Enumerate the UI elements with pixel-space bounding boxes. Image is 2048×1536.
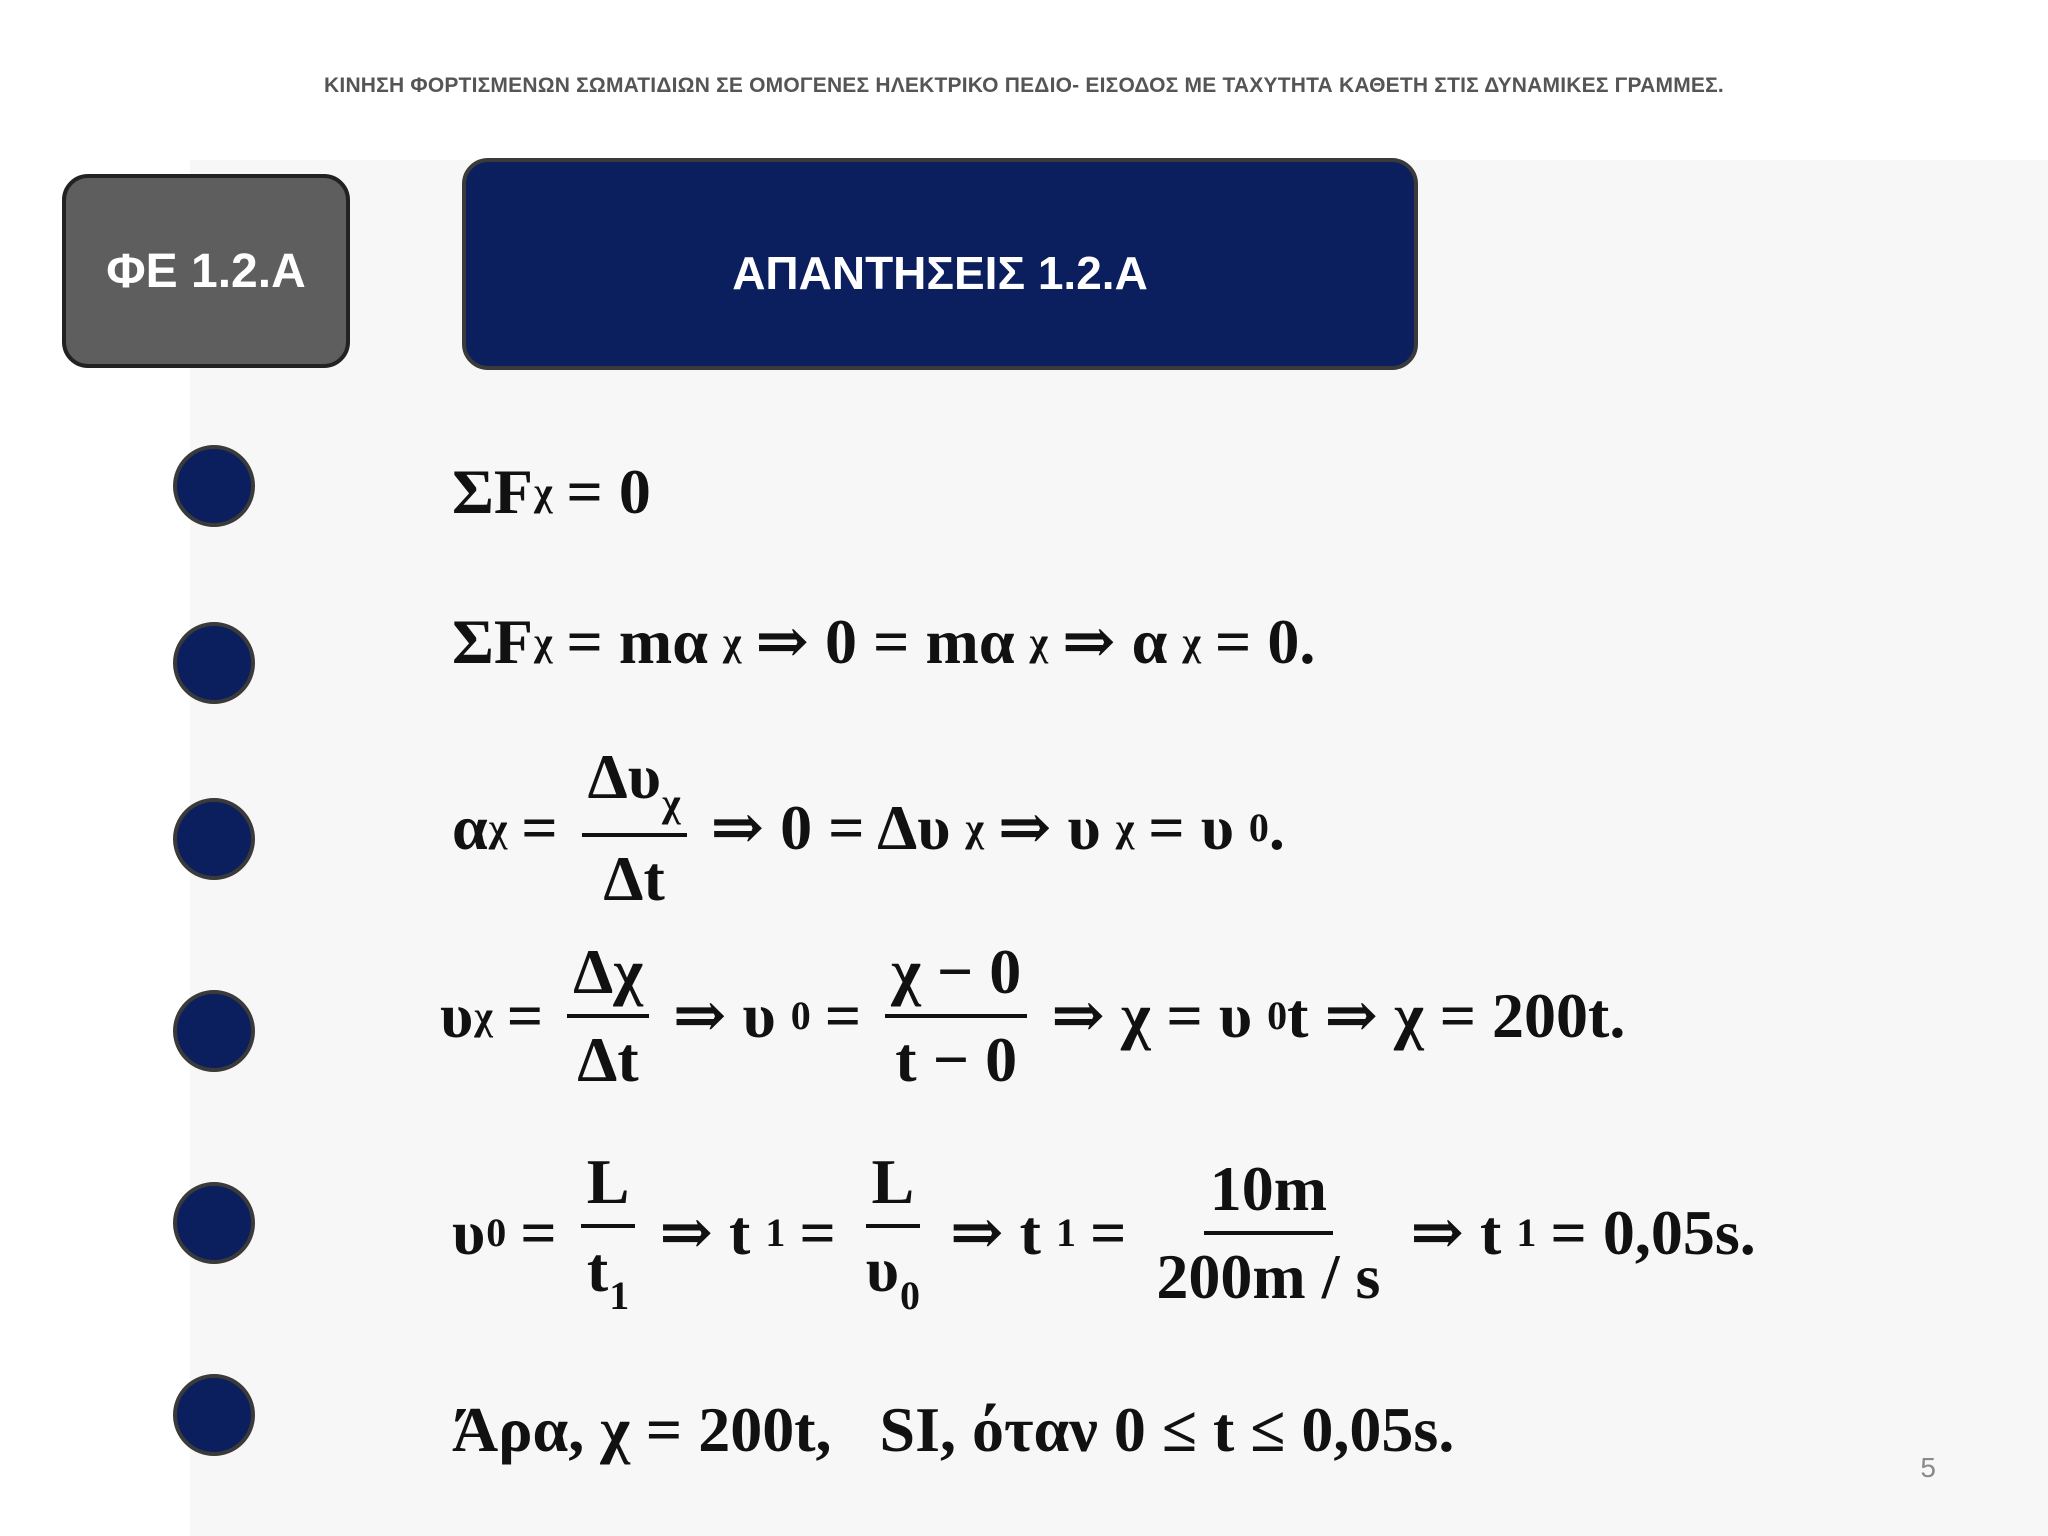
eq5-part: = xyxy=(799,1197,836,1268)
eq3-part: . xyxy=(1268,792,1285,863)
bullet-2 xyxy=(173,622,255,704)
eq3-sub: χ xyxy=(965,805,984,850)
worksheet-tag xyxy=(62,174,350,368)
eq2-part: = mα xyxy=(566,606,708,677)
eq4-part: t ⇒ χ = 200t. xyxy=(1287,980,1626,1051)
eq4-numerator-2: χ − 0 xyxy=(885,940,1027,1018)
eq1-lhs: ΣF xyxy=(452,456,533,527)
eq4-part: ⇒ υ xyxy=(672,980,776,1051)
eq3-part: = υ xyxy=(1148,792,1234,863)
eq2-part: ⇒ α xyxy=(1062,606,1168,677)
eq3-part: ⇒ 0 = Δυ xyxy=(710,792,951,863)
eq3-part: α xyxy=(452,792,488,863)
answers-title-label: ΑΠΑΝΤΗΣΕΙΣ 1.2.Α xyxy=(732,247,1148,299)
eq5-sub: 0 xyxy=(486,1210,507,1255)
eq4-sub: χ xyxy=(474,993,493,1038)
eq6-text: Άρα, χ = 200t, SI, όταν 0 ≤ t ≤ 0,05s. xyxy=(452,1394,1455,1465)
eq5-denominator-2 xyxy=(860,1228,926,1316)
eq5-part: = 0,05s. xyxy=(1550,1197,1756,1268)
eq4-denominator-2: t − 0 xyxy=(895,1024,1018,1095)
eq3-denominator: Δt xyxy=(603,843,665,914)
bullet-1 xyxy=(173,445,255,527)
eq5-fraction-3 xyxy=(1150,1153,1386,1312)
eq5-part: ⇒ t xyxy=(1410,1197,1502,1268)
eq5-den2-text: υ xyxy=(865,1234,899,1305)
eq3-sub: χ xyxy=(488,805,508,850)
eq3-sub: χ xyxy=(1115,805,1135,850)
eq1-rest: = 0 xyxy=(566,456,651,527)
eq2-sub: χ xyxy=(722,619,742,664)
equation-6 xyxy=(452,1394,1455,1465)
eq5-part: ⇒ t xyxy=(950,1197,1041,1268)
eq2-part: ΣF xyxy=(452,606,533,677)
eq4-part: ⇒ χ = υ xyxy=(1051,980,1253,1051)
eq3-num-text: Δυ xyxy=(587,741,662,812)
eq2-sub: χ xyxy=(1029,619,1049,664)
equation-2 xyxy=(452,606,1329,677)
bullet-5 xyxy=(173,1182,255,1264)
eq5-denominator-3: 200m / s xyxy=(1156,1241,1381,1312)
worksheet-tag-label: ΦΕ 1.2.Α xyxy=(106,244,306,298)
bullet-4 xyxy=(173,990,255,1072)
bullet-3 xyxy=(173,798,255,880)
eq5-numerator-3: 10m xyxy=(1204,1157,1333,1235)
page-number: 5 xyxy=(1920,1452,1936,1483)
eq4-sub: 0 xyxy=(790,993,811,1038)
eq5-denominator-1 xyxy=(581,1228,635,1316)
eq3-part: ⇒ υ xyxy=(997,792,1101,863)
eq3-part: = xyxy=(521,792,558,863)
eq1-sub: χ xyxy=(533,469,553,514)
eq5-part: ⇒ t xyxy=(659,1197,751,1268)
eq3-numerator xyxy=(582,741,687,837)
eq5-sub: 1 xyxy=(765,1210,786,1255)
eq2-part: ⇒ 0 = mα xyxy=(755,606,1015,677)
eq5-den1-sub: 1 xyxy=(609,1273,630,1318)
eq2-sub: χ xyxy=(1182,619,1201,664)
eq5-numerator-2: L xyxy=(866,1150,921,1228)
equation-3 xyxy=(452,741,1285,914)
eq4-fraction-1 xyxy=(567,936,649,1095)
eq4-denominator-1: Δt xyxy=(577,1024,639,1095)
eq5-sub: 1 xyxy=(1055,1210,1076,1255)
bullet-6 xyxy=(173,1374,255,1456)
eq5-numerator-1: L xyxy=(581,1150,636,1228)
eq5-part: = xyxy=(1089,1197,1127,1268)
eq5-sub: 1 xyxy=(1516,1210,1537,1255)
slide-header: ΚΙΝΗΣΗ ΦΟΡΤΙΣΜΕΝΩΝ ΣΩΜΑΤΙΔΙΩΝ ΣΕ ΟΜΟΓΕΝΕΣ ΗΛΕΚΤΡΙΚΟ ΠΕΔΙΟ- ΕΙΣΟΔΟΣ ΜΕ ΤΑΧΥΤΗΤΑ ΚΑΘΕΤΗ ΣΤΙΣ ΔΥΝΑΜΙΚΕΣ ΓΡΑΜΜΕΣ. xyxy=(324,74,1724,97)
eq4-part: υ xyxy=(440,980,474,1051)
answers-title-box xyxy=(462,158,1418,370)
eq3-fraction xyxy=(582,741,687,914)
eq5-fraction-1 xyxy=(581,1146,636,1318)
eq5-den2-sub: 0 xyxy=(900,1273,920,1318)
equation-4 xyxy=(440,936,1626,1095)
eq3-num-sub: χ xyxy=(662,780,681,825)
eq4-part: = xyxy=(506,980,544,1051)
eq3-sub: 0 xyxy=(1248,805,1269,850)
eq5-part: υ xyxy=(452,1197,486,1268)
equation-5 xyxy=(452,1146,1770,1318)
eq4-part: = xyxy=(824,980,862,1051)
eq2-sub: χ xyxy=(533,619,553,664)
eq4-numerator-1: Δχ xyxy=(567,940,649,1018)
eq5-den1-text: t xyxy=(586,1234,609,1305)
equation-1 xyxy=(452,456,665,527)
eq2-part: = 0. xyxy=(1214,606,1316,677)
eq4-fraction-2 xyxy=(885,936,1027,1095)
eq5-fraction-2 xyxy=(860,1146,926,1318)
eq4-sub: 0 xyxy=(1267,993,1288,1038)
eq5-part: = xyxy=(520,1197,557,1268)
